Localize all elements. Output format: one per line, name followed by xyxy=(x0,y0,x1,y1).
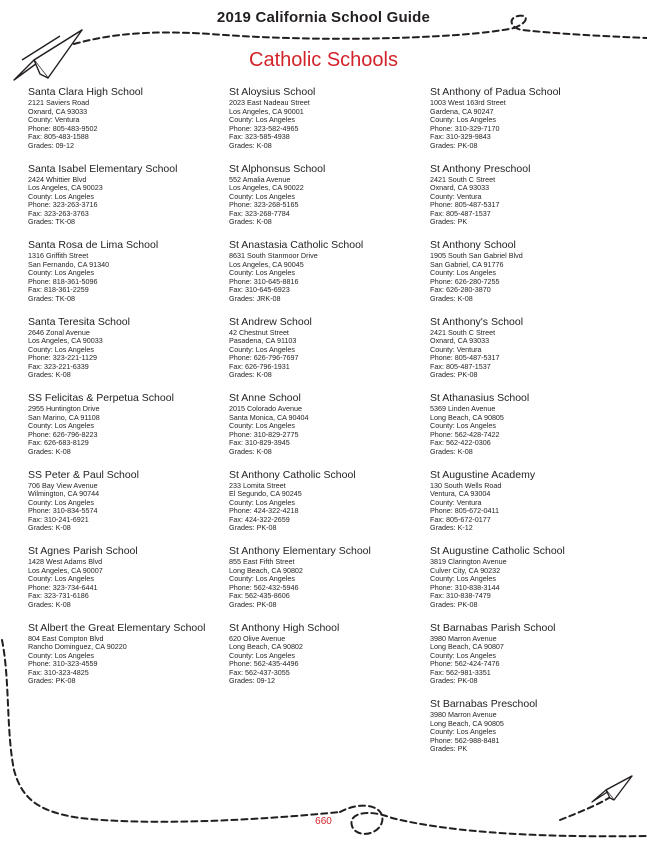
school-county: County: Los Angeles xyxy=(28,574,94,583)
school-phone: Phone: 562-988-8481 xyxy=(430,735,500,745)
school-name: St Aloysius School xyxy=(229,86,316,98)
school-entry xyxy=(430,392,630,469)
school-city: Oxnard, CA 93033 xyxy=(430,336,490,345)
school-city: Long Beach, CA 90805 xyxy=(430,412,504,422)
school-entry xyxy=(430,239,630,316)
school-entry xyxy=(28,469,228,546)
school-name: St Augustine Academy xyxy=(430,468,536,481)
school-fax: Fax: 310-329-9843 xyxy=(430,132,491,141)
school-fax: Fax: 310-323-4825 xyxy=(28,667,89,677)
school-entry xyxy=(28,622,228,699)
school-name: St Alphonsus School xyxy=(229,162,326,175)
school-city: San Fernando, CA 91340 xyxy=(28,259,110,269)
school-entry xyxy=(229,622,429,699)
school-address: 3819 Clarington Avenue xyxy=(430,557,507,566)
school-county: County: Los Angeles xyxy=(430,574,496,583)
school-county: County: Los Angeles xyxy=(28,268,94,277)
school-grades: Grades: K-08 xyxy=(28,523,71,532)
school-entry xyxy=(229,163,429,240)
school-grades: Grades: PK-08 xyxy=(430,676,478,685)
school-phone: Phone: 805-483-9502 xyxy=(28,123,98,133)
school-entry xyxy=(229,469,429,546)
school-name: SS Peter & Paul School xyxy=(28,468,139,481)
school-phone: Phone: 805-487-5317 xyxy=(430,353,500,362)
school-fax: Fax: 818-361-2259 xyxy=(28,285,89,294)
school-name: St Anthony High School xyxy=(229,621,340,634)
school-county: County: Los Angeles xyxy=(229,268,295,277)
school-address: 620 Olive Avenue xyxy=(229,633,286,643)
school-grades: Grades: TK-08 xyxy=(28,217,76,226)
school-address: 706 Bay View Avenue xyxy=(28,480,98,490)
section-title: Catholic Schools xyxy=(249,49,398,71)
school-entry xyxy=(229,86,429,163)
school-phone: Phone: 805-487-5317 xyxy=(430,200,500,209)
school-fax: Fax: 310-241-6921 xyxy=(28,514,89,524)
school-entry xyxy=(28,239,228,316)
school-address: 233 Lomita Street xyxy=(229,480,286,490)
school-fax: Fax: 562-981-3351 xyxy=(430,667,491,677)
school-fax: Fax: 323-268-7784 xyxy=(229,208,290,218)
school-grades: Grades: 09-12 xyxy=(229,676,275,685)
school-county: County: Los Angeles xyxy=(28,344,94,354)
school-address: 8631 South Stanmoor Drive xyxy=(229,251,318,260)
dashed-path-top xyxy=(74,28,514,44)
school-county: County: Los Angeles xyxy=(229,421,295,430)
school-address: 2421 South C Street xyxy=(430,327,496,337)
school-name: Santa Clara High School xyxy=(28,86,143,98)
school-name: St Anthony School xyxy=(430,239,516,251)
school-fax: Fax: 424-322-2659 xyxy=(229,514,290,524)
school-name: Santa Teresita School xyxy=(28,315,130,328)
school-address: 1316 Griffith Street xyxy=(28,251,89,260)
school-name: St Anthony's School xyxy=(430,315,524,328)
school-address: 3980 Marron Avenue xyxy=(430,710,497,719)
school-phone: Phone: 310-329-7170 xyxy=(430,123,500,133)
school-entry xyxy=(430,698,630,775)
school-phone: Phone: 310-645-8816 xyxy=(229,276,299,286)
school-entry xyxy=(28,86,228,163)
school-phone: Phone: 323-263-3716 xyxy=(28,200,98,209)
school-fax: Fax: 323-263-3763 xyxy=(28,208,89,218)
school-city: Oxnard, CA 93033 xyxy=(430,183,490,192)
school-county: County: Los Angeles xyxy=(430,421,496,430)
school-entry xyxy=(430,163,630,240)
school-fax: Fax: 805-672-0177 xyxy=(430,514,491,524)
school-phone: Phone: 323-734-6441 xyxy=(28,582,98,592)
school-city: Los Angeles, CA 90033 xyxy=(28,336,103,345)
school-county: County: Ventura xyxy=(430,191,482,201)
school-address: 1003 West 163rd Street xyxy=(430,98,506,107)
school-phone: Phone: 562-435-4496 xyxy=(229,659,299,668)
school-name: St Anthony Preschool xyxy=(430,162,531,175)
school-grades: Grades: K-08 xyxy=(229,217,272,226)
school-address: 804 East Compton Blvd xyxy=(28,633,104,643)
school-grades: Grades: PK xyxy=(430,217,468,226)
school-city: Long Beach, CA 90802 xyxy=(229,565,303,575)
school-fax: Fax: 805-487-1537 xyxy=(430,208,491,218)
school-address: 3980 Marron Avenue xyxy=(430,633,497,643)
school-grades: Grades: PK-08 xyxy=(430,370,478,379)
school-name: St Anastasia Catholic School xyxy=(229,239,364,251)
school-county: County: Ventura xyxy=(28,115,80,124)
school-address: 2955 Huntington Drive xyxy=(28,404,100,413)
school-phone: Phone: 310-323-4559 xyxy=(28,659,98,668)
school-fax: Fax: 626-796-1931 xyxy=(229,361,290,371)
school-fax: Fax: 310-829-3945 xyxy=(229,438,290,447)
school-entry xyxy=(430,545,630,622)
school-fax: Fax: 562-437-3055 xyxy=(229,667,290,677)
school-city: El Segundo, CA 90245 xyxy=(229,489,302,498)
school-entry xyxy=(430,86,630,163)
school-phone: Phone: 323-582-4965 xyxy=(229,123,299,133)
school-entry xyxy=(28,163,228,240)
school-fax: Fax: 323-585-4938 xyxy=(229,132,290,141)
school-grades: Grades: PK-08 xyxy=(430,140,478,150)
school-entry xyxy=(430,316,630,393)
school-grades: Grades: PK-08 xyxy=(229,523,277,532)
school-grades: Grades: PK-08 xyxy=(28,676,76,685)
school-phone: Phone: 424-322-4218 xyxy=(229,506,299,515)
school-phone: Phone: 323-268-5165 xyxy=(229,200,299,209)
school-grades: Grades: K-08 xyxy=(229,370,272,379)
school-grades: Grades: PK-08 xyxy=(229,599,277,609)
school-address: 1428 West Adams Blvd xyxy=(28,557,103,566)
school-phone: Phone: 805-672-0411 xyxy=(430,506,500,515)
school-grades: Grades: K-08 xyxy=(28,599,71,609)
school-county: County: Los Angeles xyxy=(28,191,94,201)
school-phone: Phone: 626-796-8223 xyxy=(28,429,98,439)
school-city: Los Angeles, CA 90007 xyxy=(28,565,103,575)
school-grades: Grades: PK xyxy=(430,744,468,753)
school-county: County: Los Angeles xyxy=(229,115,295,124)
school-county: County: Ventura xyxy=(430,344,482,354)
school-address: 2015 Colorado Avenue xyxy=(229,404,303,413)
school-county: County: Los Angeles xyxy=(229,650,295,660)
school-phone: Phone: 562-432-5946 xyxy=(229,582,299,592)
page-header-title: 2019 California School Guide xyxy=(216,9,431,26)
school-phone: Phone: 323-221-1129 xyxy=(28,353,98,362)
school-address: 855 East Fifth Street xyxy=(229,557,295,566)
school-city: San Marino, CA 91108 xyxy=(28,412,100,422)
school-fax: Fax: 323-221-6339 xyxy=(28,361,89,371)
school-city: Long Beach, CA 90807 xyxy=(430,642,504,651)
school-fax: Fax: 626-683-8129 xyxy=(28,438,89,447)
school-grades: Grades: K-12 xyxy=(430,523,473,532)
school-address: 2121 Saviers Road xyxy=(28,98,90,107)
school-fax: Fax: 562-435-8606 xyxy=(229,591,290,600)
school-name: St Anthony Catholic School xyxy=(229,468,356,481)
school-entry xyxy=(28,316,228,393)
school-phone: Phone: 310-829-2775 xyxy=(229,429,299,439)
school-entry xyxy=(229,545,429,622)
school-entry xyxy=(430,469,630,546)
school-county: County: Los Angeles xyxy=(229,344,295,354)
school-name: St Andrew School xyxy=(229,315,312,328)
school-phone: Phone: 562-428-7422 xyxy=(430,429,500,439)
school-county: County: Ventura xyxy=(430,497,482,507)
school-county: County: Los Angeles xyxy=(430,650,496,660)
school-name: Santa Rosa de Lima School xyxy=(28,239,159,251)
school-address: 1905 South San Gabriel Blvd xyxy=(430,251,523,260)
school-phone: Phone: 310-838-3144 xyxy=(430,582,500,592)
school-entry xyxy=(229,316,429,393)
school-county: County: Los Angeles xyxy=(229,574,295,583)
school-city: Rancho Dominguez, CA 90220 xyxy=(28,642,127,651)
school-name: St Anthony Elementary School xyxy=(229,545,371,557)
school-city: Long Beach, CA 90805 xyxy=(430,718,504,728)
school-grades: Grades: JRK-08 xyxy=(229,293,281,303)
school-address: 552 Amalia Avenue xyxy=(229,174,291,184)
school-county: County: Los Angeles xyxy=(28,650,94,660)
school-address: 2421 South C Street xyxy=(430,174,496,184)
school-grades: Grades: K-08 xyxy=(28,370,71,379)
school-phone: Phone: 562-424-7476 xyxy=(430,659,500,668)
school-name: St Anthony of Padua School xyxy=(430,86,561,98)
school-county: County: Los Angeles xyxy=(28,497,94,507)
school-grades: Grades: PK-08 xyxy=(430,599,478,609)
school-column-2 xyxy=(229,86,429,698)
school-name: St Agnes Parish School xyxy=(28,545,138,557)
school-city: Gardena, CA 90247 xyxy=(430,106,494,116)
school-county: County: Los Angeles xyxy=(28,421,94,430)
school-city: Culver City, CA 90232 xyxy=(430,565,501,575)
school-phone: Phone: 626-796-7697 xyxy=(229,353,299,362)
school-county: County: Los Angeles xyxy=(430,115,496,124)
school-entry xyxy=(229,239,429,316)
school-city: Wilmington, CA 90744 xyxy=(28,489,100,498)
school-name: Santa Isabel Elementary School xyxy=(28,162,178,175)
school-fax: Fax: 310-838-7479 xyxy=(430,591,491,600)
school-address: 2023 East Nadeau Street xyxy=(229,98,310,107)
school-grades: Grades: K-08 xyxy=(430,293,473,303)
school-grades: Grades: K-08 xyxy=(229,446,272,456)
school-city: Santa Monica, CA 90404 xyxy=(229,412,309,422)
school-grades: Grades: K-08 xyxy=(28,446,71,456)
school-city: Los Angeles, CA 90022 xyxy=(229,183,304,192)
school-name: St Albert the Great Elementary School xyxy=(28,621,206,634)
school-grades: Grades: TK-08 xyxy=(28,293,76,303)
school-city: Los Angeles, CA 90045 xyxy=(229,259,304,269)
school-name: St Athanasius School xyxy=(430,392,530,404)
school-column-1 xyxy=(28,86,228,698)
school-county: County: Los Angeles xyxy=(229,497,295,507)
school-address: 5369 Linden Avenue xyxy=(430,404,496,413)
school-grades: Grades: 09-12 xyxy=(28,140,74,150)
school-address: 42 Chestnut Street xyxy=(229,327,289,337)
school-fax: Fax: 805-483-1588 xyxy=(28,132,89,141)
school-address: 2424 Whittier Blvd xyxy=(28,174,87,184)
school-entry xyxy=(229,392,429,469)
school-entry xyxy=(430,622,630,699)
school-fax: Fax: 805-487-1537 xyxy=(430,361,491,371)
school-city: Los Angeles, CA 90023 xyxy=(28,183,103,192)
school-name: St Barnabas Preschool xyxy=(430,698,538,710)
school-name: St Barnabas Parish School xyxy=(430,621,556,634)
school-address: 130 South Wells Road xyxy=(430,480,502,490)
school-city: Pasadena, CA 91103 xyxy=(229,336,297,345)
school-county: County: Los Angeles xyxy=(430,727,496,736)
school-county: County: Los Angeles xyxy=(430,268,496,277)
school-city: Oxnard, CA 93033 xyxy=(28,106,88,116)
school-fax: Fax: 310-645-6923 xyxy=(229,285,290,294)
school-city: Long Beach, CA 90802 xyxy=(229,642,303,651)
paper-airplane-small-icon xyxy=(592,776,632,802)
school-fax: Fax: 562-422-0306 xyxy=(430,438,491,447)
school-phone: Phone: 310-834-5574 xyxy=(28,506,98,515)
school-fax: Fax: 626-280-3870 xyxy=(430,285,491,294)
school-county: County: Los Angeles xyxy=(229,191,295,201)
school-name: St Augustine Catholic School xyxy=(430,545,565,557)
school-name: St Anne School xyxy=(229,392,301,404)
page-number: 660 xyxy=(315,816,332,827)
school-name: SS Felicitas & Perpetua School xyxy=(28,392,174,404)
school-grades: Grades: K-08 xyxy=(229,140,272,150)
school-phone: Phone: 818-361-5096 xyxy=(28,276,98,286)
school-phone: Phone: 626-280-7255 xyxy=(430,276,500,286)
school-city: San Gabriel, CA 91776 xyxy=(430,259,504,269)
school-entry xyxy=(28,545,228,622)
school-fax: Fax: 323-731-6186 xyxy=(28,591,89,600)
school-entry xyxy=(28,392,228,469)
school-grades: Grades: K-08 xyxy=(430,446,473,456)
school-column-3 xyxy=(430,86,630,775)
school-city: Ventura, CA 93004 xyxy=(430,489,491,498)
school-city: Los Angeles, CA 90001 xyxy=(229,106,304,116)
school-address: 2646 Zonal Avenue xyxy=(28,327,90,337)
